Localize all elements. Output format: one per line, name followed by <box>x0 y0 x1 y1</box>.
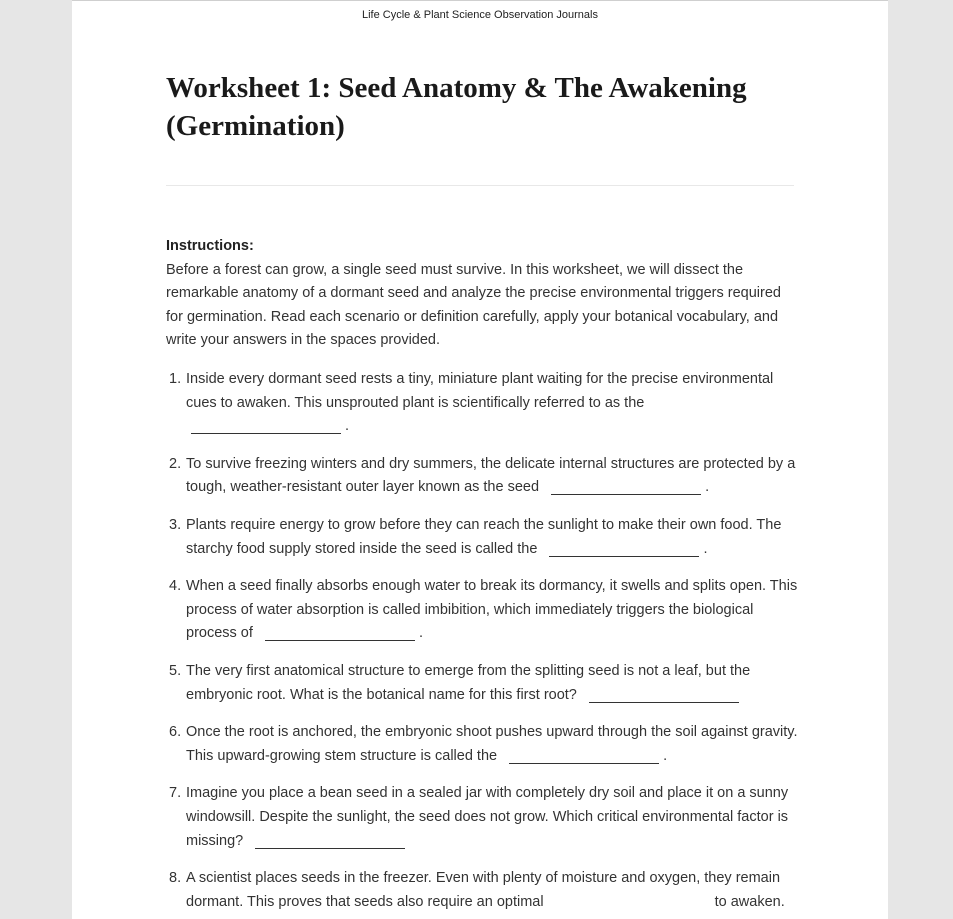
question-number: 6. <box>169 724 182 741</box>
worksheet-page <box>72 0 888 919</box>
instructions-body: Before a forest can grow, a single seed must survive. In this worksheet, we will dissect the remarkable anatomy of a dormant seed and analyze the precise environmental triggers required for germination. Read each scenario or definition carefully, apply your botanical vocabulary, and write your answers in the spaces provided. <box>166 262 781 349</box>
question-trailing: . <box>418 625 423 642</box>
title-line-1: Worksheet 1: Seed Anatomy & The Awakening <box>166 72 747 104</box>
question-text: The very first anatomical structure to emerge from the splitting seed is not a leaf, but the embryonic root. What is the botanical name for this first root? <box>186 662 751 703</box>
question-number: 1. <box>169 371 182 387</box>
page-title <box>166 69 806 145</box>
question-text: Inside every dormant seed rests a tiny, miniature plant waiting for the precise environmental cues to awaken. This unsprouted plant is scientifically referred to as the <box>186 371 774 411</box>
instructions-heading: Instructions: <box>166 238 254 254</box>
question-text: When a seed finally absorbs enough water to break its dormancy, it swells and splits open. This process of water absorption is called imbibition, which immediately triggers the biological process of <box>186 578 798 642</box>
question-text: Once the root is anchored, the embryonic shoot pushes upward through the soil against gravity. This upward-growing stem structure is called the <box>186 724 798 764</box>
question-number: 4. <box>169 578 182 595</box>
question-4 <box>166 575 798 646</box>
question-8 <box>166 867 798 914</box>
question-trailing: to awaken. <box>714 893 785 910</box>
answer-blank-1[interactable] <box>191 415 341 434</box>
answer-blank-4[interactable] <box>265 622 415 641</box>
question-6 <box>166 721 798 768</box>
question-number: 5. <box>169 662 182 679</box>
answer-blank-5[interactable] <box>589 684 739 703</box>
question-2 <box>166 453 798 500</box>
question-number: 7. <box>169 785 182 802</box>
question-3 <box>166 514 798 561</box>
question-5 <box>166 660 798 707</box>
answer-blank-2[interactable] <box>551 476 701 495</box>
answer-blank-8[interactable] <box>556 892 711 910</box>
title-line-2: (Germination) <box>166 110 345 142</box>
answer-blank-3[interactable] <box>549 538 699 557</box>
question-text: To survive freezing winters and dry summers, the delicate internal structures are protected by a tough, weather-resistant outer layer known as the seed <box>186 455 796 496</box>
answer-blank-7[interactable] <box>255 830 405 849</box>
question-list <box>166 368 798 914</box>
question-text: A scientist places seeds in the freezer. Even with plenty of moisture and oxygen, they remain dormant. This proves that seeds also require an optimal <box>186 870 781 910</box>
question-trailing: . <box>345 418 350 435</box>
question-number: 3. <box>169 516 182 533</box>
question-trailing: . <box>705 479 710 496</box>
title-divider <box>166 185 794 186</box>
question-7 <box>166 782 798 853</box>
question-trailing: . <box>703 540 708 557</box>
answer-blank-6[interactable] <box>509 745 659 764</box>
question-trailing: . <box>663 747 668 764</box>
question-1 <box>166 368 798 439</box>
running-header: Life Cycle & Plant Science Observation Journals <box>361 9 598 21</box>
question-text: Plants require energy to grow before they can reach the sunlight to make their own food. The starchy food supply stored inside the seed is called the <box>186 516 782 557</box>
question-number: 8. <box>169 870 182 887</box>
question-text: Imagine you place a bean seed in a sealed jar with completely dry soil and place it on a sunny windowsill. Despite the sunlight, the seed does not grow. Which critical environmental factor is missing? <box>186 785 789 849</box>
question-number: 2. <box>169 455 182 472</box>
